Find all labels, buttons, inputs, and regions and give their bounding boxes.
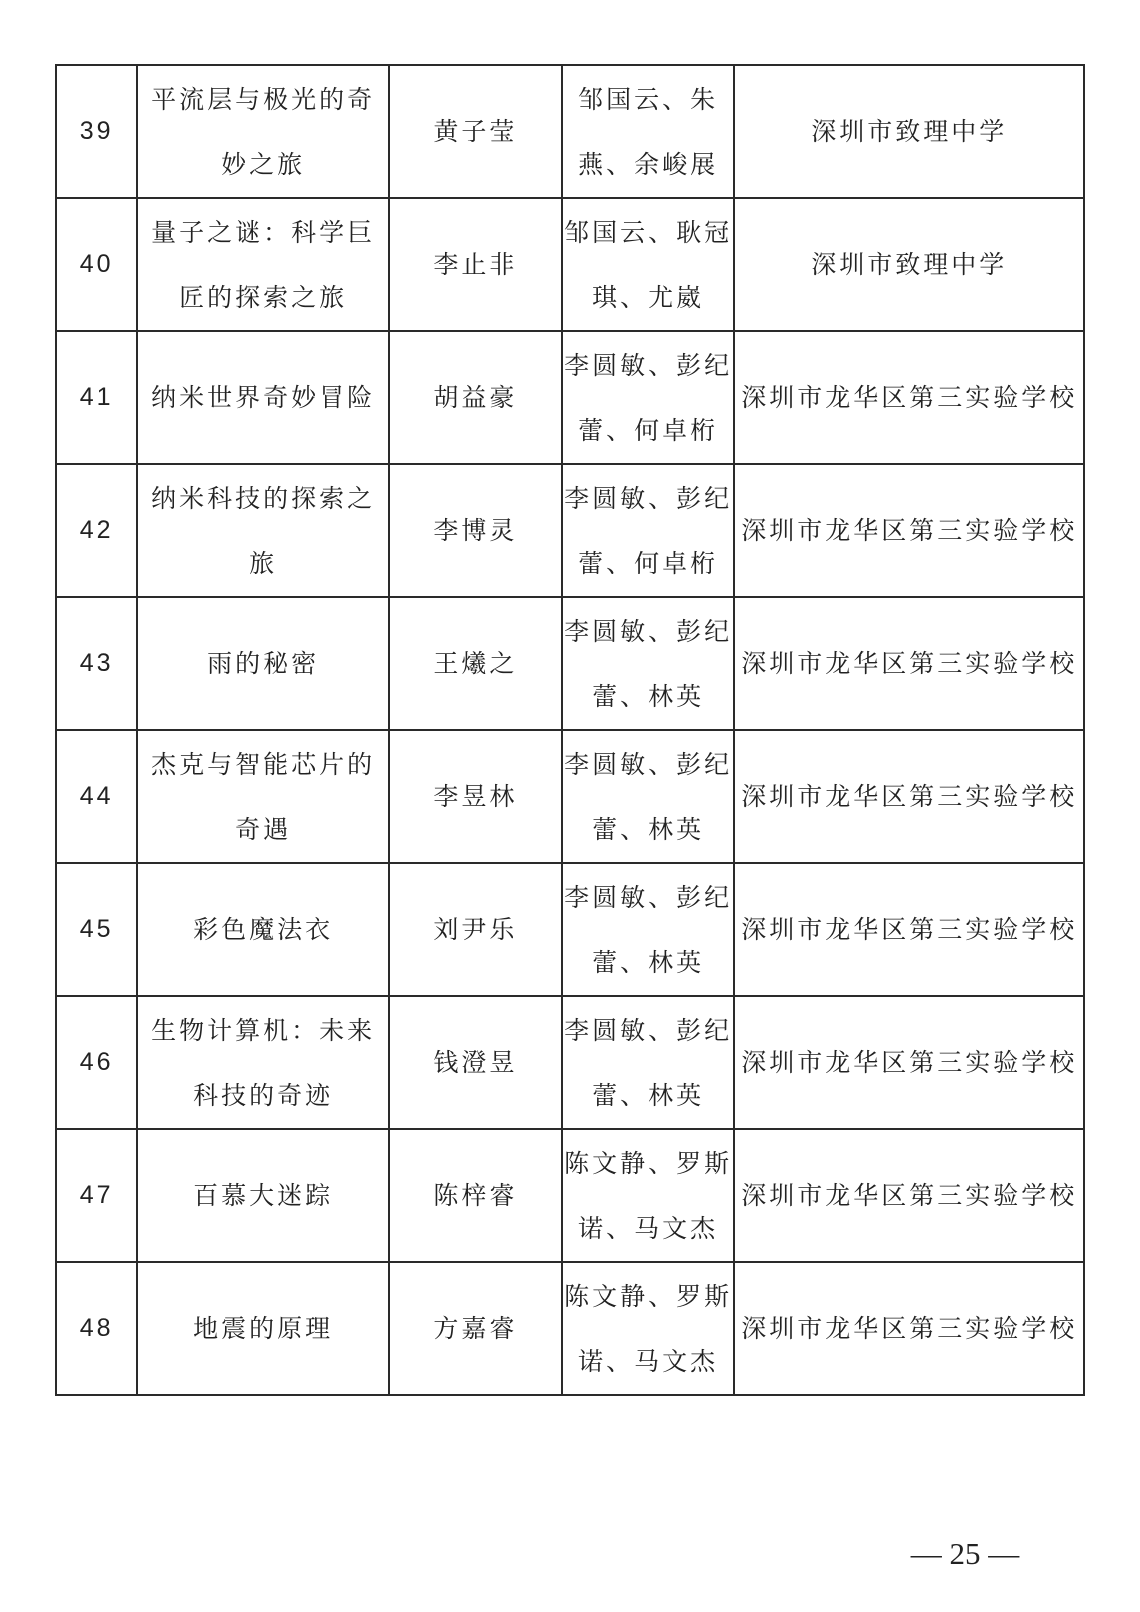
table-row: [56, 996, 1084, 1129]
entry-title: [137, 464, 389, 597]
entry-title-text: 彩色魔法衣: [193, 915, 334, 944]
entry-title: [137, 996, 389, 1129]
entry-author: 陈梓睿: [389, 1129, 562, 1262]
entry-mentors: [562, 464, 735, 597]
entry-number: 39: [56, 65, 137, 198]
entry-mentors: [562, 863, 735, 996]
entry-title-text: 雨的秘密: [207, 649, 320, 678]
entry-title-text: 杰克与智能芯片的奇遇: [151, 749, 376, 844]
table-row: [56, 65, 1084, 198]
entry-title: [137, 331, 389, 464]
table-row: [56, 863, 1084, 996]
entry-author: 钱澄昱: [389, 996, 562, 1129]
entry-mentors: [562, 65, 735, 198]
entry-school: 深圳市龙华区第三实验学校: [734, 996, 1084, 1129]
entry-title-text: 纳米世界奇妙冒险: [151, 383, 376, 412]
entry-number: 43: [56, 597, 137, 730]
entry-number: 48: [56, 1262, 137, 1395]
entry-school: 深圳市致理中学: [734, 65, 1084, 198]
entry-title-text: 平流层与极光的奇妙之旅: [151, 84, 376, 179]
entry-number: 46: [56, 996, 137, 1129]
entry-mentors: [562, 331, 735, 464]
entry-school: 深圳市龙华区第三实验学校: [734, 464, 1084, 597]
entry-title: [137, 65, 389, 198]
table-row: [56, 1262, 1084, 1395]
entry-title-text: 生物计算机：未来科技的奇迹: [151, 1015, 376, 1110]
entries-table: [55, 64, 1085, 1396]
entry-mentors-text: 李圆敏、彭纪蕾、何卓桁: [564, 483, 733, 578]
entry-mentors-text: 李圆敏、彭纪蕾、林英: [564, 616, 733, 711]
entry-number: 44: [56, 730, 137, 863]
entry-title: [137, 863, 389, 996]
entry-school: 深圳市龙华区第三实验学校: [734, 597, 1084, 730]
entry-author: 李止非: [389, 198, 562, 331]
entry-mentors: [562, 1129, 735, 1262]
entry-title-text: 纳米科技的探索之旅: [151, 483, 376, 578]
entry-number: 47: [56, 1129, 137, 1262]
table-row: [56, 1129, 1084, 1262]
entry-mentors: [562, 996, 735, 1129]
entry-mentors: [562, 1262, 735, 1395]
entry-author: 方嘉睿: [389, 1262, 562, 1395]
entry-mentors-text: 邹国云、朱燕、余峻展: [578, 84, 719, 179]
entry-mentors: [562, 730, 735, 863]
entry-number: 40: [56, 198, 137, 331]
entry-title-text: 百慕大迷踪: [193, 1181, 334, 1210]
entry-number: 42: [56, 464, 137, 597]
page-number: — 25 —: [910, 1536, 1020, 1571]
entry-author: 黄子莹: [389, 65, 562, 198]
entry-author: 王爔之: [389, 597, 562, 730]
table-row: [56, 198, 1084, 331]
entry-title: [137, 1262, 389, 1395]
entry-author: 李昱林: [389, 730, 562, 863]
entry-mentors-text: 李圆敏、彭纪蕾、林英: [564, 1015, 733, 1110]
entry-school: 深圳市龙华区第三实验学校: [734, 1262, 1084, 1395]
entry-author: 李博灵: [389, 464, 562, 597]
entry-mentors: [562, 597, 735, 730]
entry-author: 刘尹乐: [389, 863, 562, 996]
entry-school: 深圳市龙华区第三实验学校: [734, 730, 1084, 863]
entry-number: 45: [56, 863, 137, 996]
table-row: [56, 730, 1084, 863]
entry-mentors-text: 邹国云、耿冠琪、尤崴: [564, 217, 733, 312]
table-row: [56, 464, 1084, 597]
entry-title-text: 地震的原理: [193, 1314, 334, 1343]
entry-mentors-text: 陈文静、罗斯诺、马文杰: [564, 1148, 733, 1243]
entry-author: 胡益豪: [389, 331, 562, 464]
entry-title-text: 量子之谜：科学巨匠的探索之旅: [151, 217, 376, 312]
entry-mentors: [562, 198, 735, 331]
entry-title: [137, 1129, 389, 1262]
entry-mentors-text: 李圆敏、彭纪蕾、林英: [564, 749, 733, 844]
table-row: [56, 331, 1084, 464]
entry-school: 深圳市龙华区第三实验学校: [734, 863, 1084, 996]
entry-mentors-text: 陈文静、罗斯诺、马文杰: [564, 1281, 733, 1376]
entry-school: 深圳市龙华区第三实验学校: [734, 1129, 1084, 1262]
table-row: [56, 597, 1084, 730]
entry-number: 41: [56, 331, 137, 464]
entry-title: [137, 730, 389, 863]
entry-mentors-text: 李圆敏、彭纪蕾、林英: [564, 882, 733, 977]
entry-title: [137, 198, 389, 331]
entry-school: 深圳市龙华区第三实验学校: [734, 331, 1084, 464]
entry-mentors-text: 李圆敏、彭纪蕾、何卓桁: [564, 350, 733, 445]
entry-school: 深圳市致理中学: [734, 198, 1084, 331]
entry-title: [137, 597, 389, 730]
